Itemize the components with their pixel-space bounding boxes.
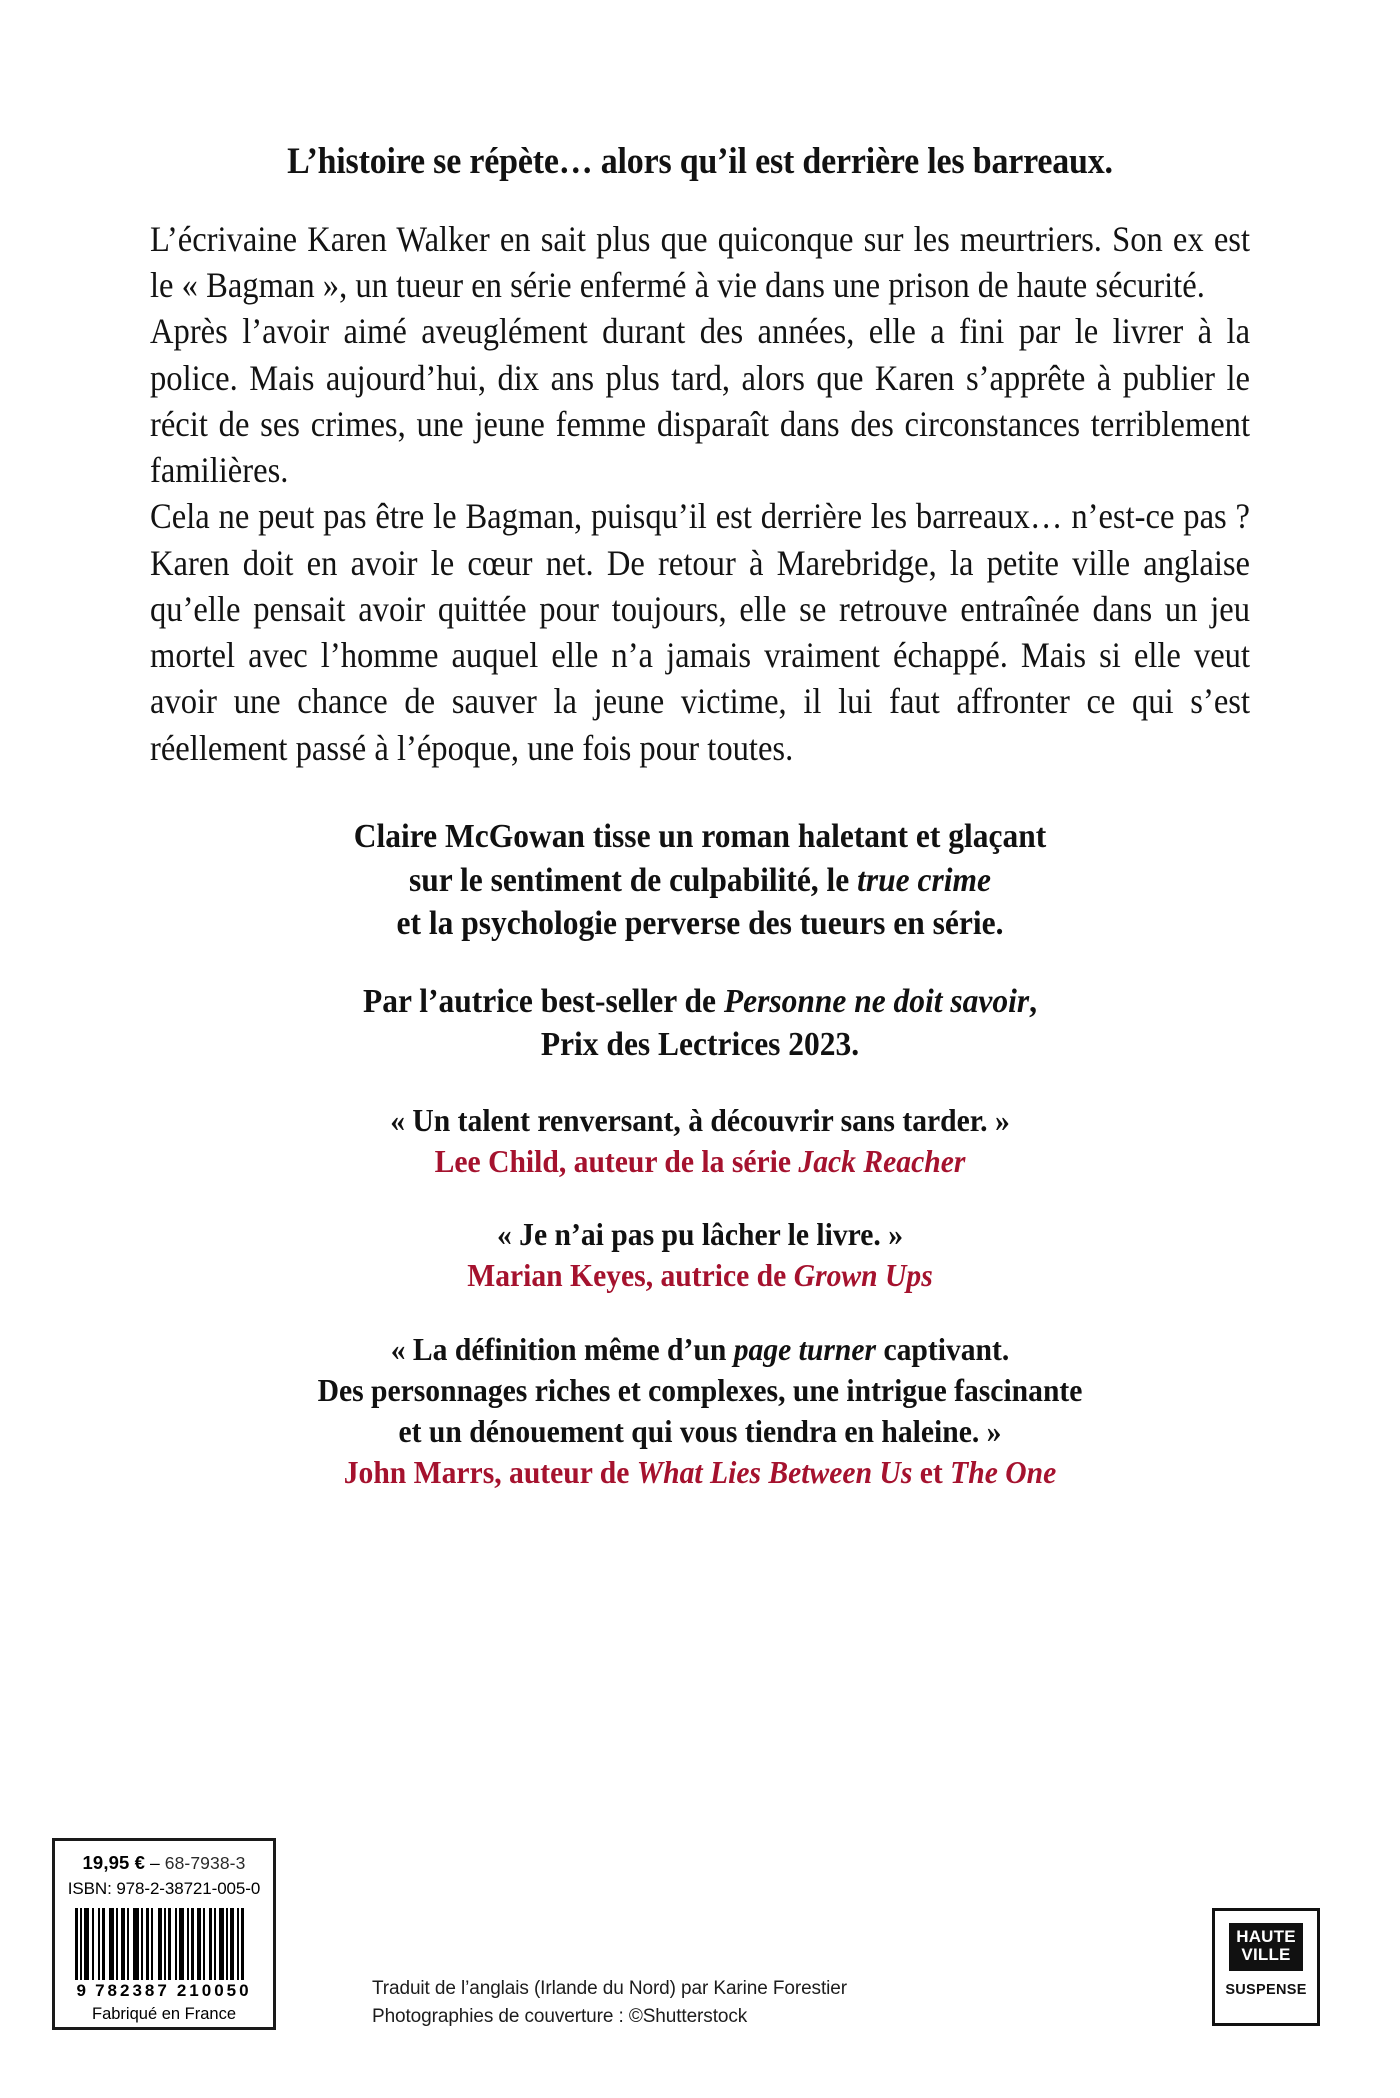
review-quote-3-line-1 (183, 1330, 1217, 1371)
review-quote-2-author-work: Grown Ups (793, 1257, 933, 1293)
ean-lead-digit: 9 (76, 1981, 89, 2000)
praise-line-2-italic: true crime (857, 861, 991, 899)
bestseller-suffix: , (1029, 982, 1038, 1020)
synopsis-paragraph-2: Après l’avoir aimé aveuglément durant des années, elle a fini par le livrer à la police. Mais aujourd’hui, dix ans plus tard, alors que Karen s’apprête à publier le récit de ses crimes, une jeune femme disparaît dans des circonstances terriblement familières. (150, 311, 1251, 491)
review-quote-3-author-work-1: What Lies Between Us (636, 1455, 913, 1491)
internal-code: 68-7938-3 (164, 1853, 246, 1873)
publisher-name-line-1: HAUTE (1236, 1927, 1296, 1946)
review-quote-2-author-name: Marian Keyes, autrice de (467, 1257, 794, 1293)
publisher-imprint: SUSPENSE (1225, 1981, 1307, 1998)
praise-line-2-before: sur le sentiment de culpabilité, le (409, 861, 858, 899)
review-quote-1-author-name: Lee Child, auteur de la série (434, 1143, 799, 1179)
ean-digits (55, 1981, 273, 2001)
ean-group-1: 782387 (95, 1981, 170, 2000)
review-quote-3 (183, 1330, 1217, 1494)
review-quote-2-author (183, 1256, 1217, 1297)
review-quote-1-text: « Un talent renversant, à découvrir sans tarder. » (390, 1102, 1010, 1138)
review-quote-3-text (183, 1330, 1217, 1453)
barcode-bars (75, 1908, 253, 1980)
praise-line-3: et la psychologie perverse des tueurs en série. (396, 905, 1004, 943)
bestseller-prefix: Par l’autrice best-seller de (362, 982, 724, 1020)
praise-statement (183, 815, 1217, 946)
review-quote-3-line-1-before: « La définition même d’un (390, 1332, 734, 1368)
review-quote-1-author-work: Jack Reacher (798, 1143, 966, 1179)
synopsis-paragraph-3: Cela ne peut pas être le Bagman, puisqu’il est derrière les barreaux… n’est-ce pas ? Karen doit en avoir le cœur net. De retour à Marebridge, la petite ville anglaise qu’elle pensait avoir quittée pour toujours, elle se retrouve entraînée dans un jeu mortel avec l’homme auquel elle n’a jamais vraiment échappé. Mais si elle veut avoir une chance de sauver la jeune victime, il lui faut affronter ce qui s’est réellement passé à l’époque, une fois pour toutes. (150, 496, 1251, 768)
tagline: L’histoire se répète… alors qu’il est derrière les barreaux. (287, 140, 1113, 181)
bestseller-note (183, 980, 1217, 1067)
publisher-logo-mark (1229, 1923, 1303, 1971)
bestseller-line-1 (183, 980, 1217, 1024)
bestseller-title: Personne ne doit savoir (723, 982, 1030, 1020)
cover-text-column (150, 0, 1250, 1494)
synopsis (150, 216, 1250, 771)
barcode-block (52, 1838, 276, 2030)
publisher-name-line-2: VILLE (1241, 1945, 1291, 1965)
review-quote-3-author-conjunction: et (912, 1455, 951, 1491)
review-quote-3-line-3: et un dénouement qui vous tiendra en haleine. » (398, 1414, 1002, 1450)
made-in-label: Fabriqué en France (92, 2005, 236, 2023)
translation-credit: Traduit de l’anglais (Irlande du Nord) par Karine Forestier (372, 1978, 847, 1999)
review-quote-3-line-2: Des personnages riches et complexes, une intrigue fascinante (317, 1373, 1083, 1409)
review-quote-3-line-1-italic: page turner (733, 1332, 877, 1368)
review-quote-1 (183, 1101, 1217, 1183)
praise-line-2 (183, 859, 1217, 903)
credits-block (372, 1975, 847, 2031)
praise-line-1: Claire McGowan tisse un roman haletant et glaçant (353, 817, 1047, 855)
photo-credit: Photographies de couverture : ©Shutterstock (372, 2006, 748, 2028)
price-amount: 19,95 € (82, 1852, 145, 1873)
review-quote-2 (183, 1215, 1217, 1297)
review-quote-3-author-name: John Marrs, auteur de (343, 1455, 637, 1491)
publisher-logo (1212, 1908, 1320, 2026)
review-quote-3-author (183, 1453, 1217, 1494)
synopsis-paragraph-1: L’écrivaine Karen Walker en sait plus que quiconque sur les meurtriers. Son ex est le « Bagman », un tueur en série enfermé à vie dans une prison de haute sécurité. (150, 218, 1251, 306)
review-quote-3-line-1-after: captivant. (876, 1332, 1010, 1368)
bestseller-line-2: Prix des Lectrices 2023. (540, 1026, 860, 1064)
review-quote-1-author (183, 1142, 1217, 1183)
price-line (55, 1852, 273, 1874)
review-quote-3-author-work-2: The One (950, 1455, 1057, 1491)
ean-group-2: 210050 (176, 1981, 252, 2000)
isbn-line: ISBN: 978-2-38721-005-0 (67, 1879, 261, 1898)
review-quote-2-text: « Je n’ai pas pu lâcher le livre. » (496, 1216, 904, 1252)
price-dash: – (144, 1853, 165, 1873)
